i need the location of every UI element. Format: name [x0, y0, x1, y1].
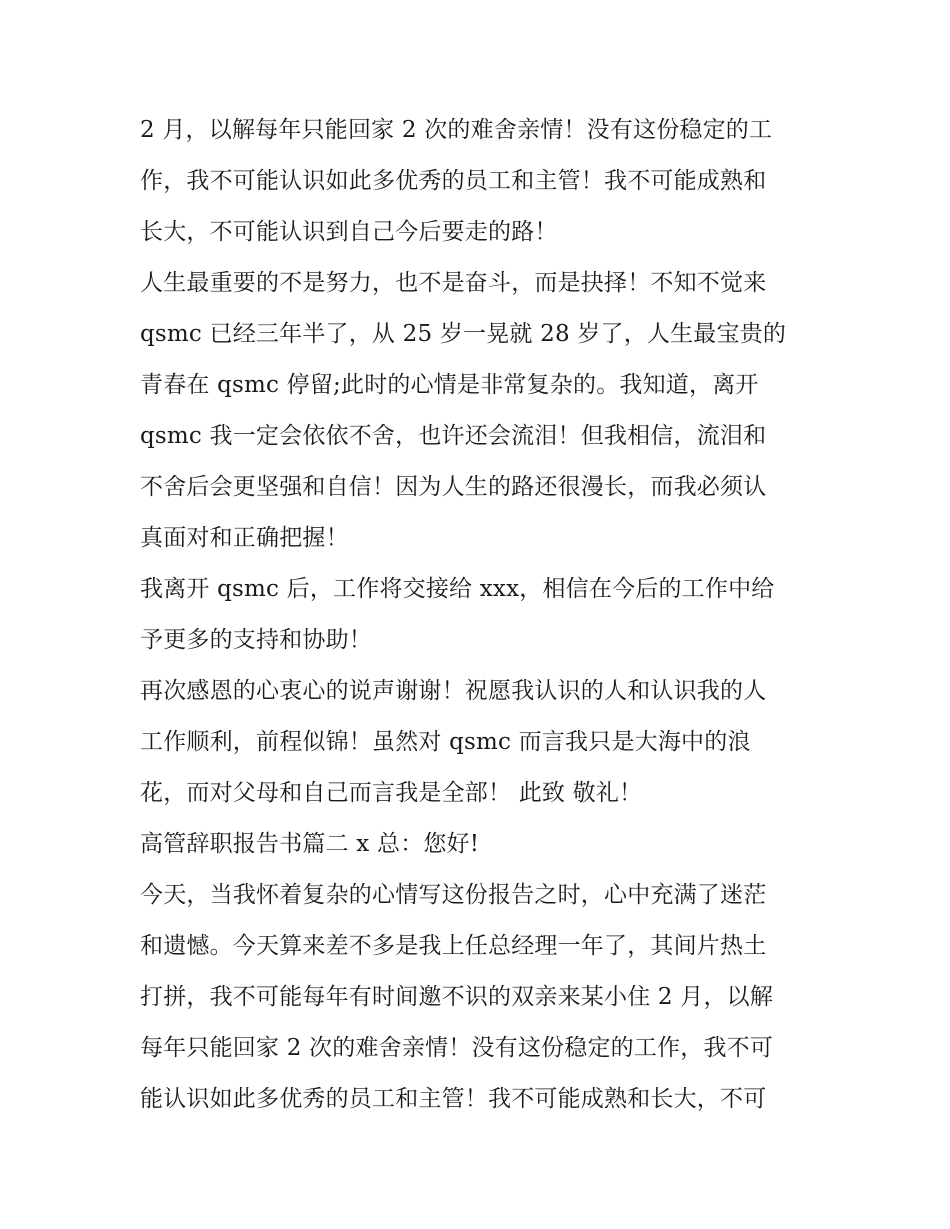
text-line: 再次感恩的心衷心的说声谢谢！祝愿我认识的人和认识我的人: [140, 678, 767, 704]
text-line: qsmc 已经三年半了，从 25 岁一晃就 28 岁了，人生最宝贵的: [140, 321, 787, 347]
text-line: 能认识如此多优秀的员工和主管！我不可能成熟和长大，不可: [140, 1086, 767, 1112]
text-line: 予更多的支持和协助！: [140, 627, 372, 653]
text-line: 青春在 qsmc 停留;此时的心情是非常复杂的。我知道，离开: [140, 372, 759, 398]
text-line: 打拼，我不可能每年有时间邀不识的双亲来某小住 2 月，以解: [140, 984, 774, 1010]
text-line: 今天，当我怀着复杂的心情写这份报告之时，心中充满了迷茫: [140, 882, 767, 908]
text-line: 不舍后会更坚强和自信！因为人生的路还很漫长，而我必须认: [140, 474, 767, 500]
text-line: 作，我不可能认识如此多优秀的员工和主管！我不可能成熟和: [140, 168, 767, 194]
text-line: 每年只能回家 2 次的难舍亲情！没有这份稳定的工作，我不可: [140, 1035, 774, 1061]
text-line: 真面对和正确把握！: [140, 525, 349, 551]
text-line: 工作顺利，前程似锦！虽然对 qsmc 而言我只是大海中的浪: [140, 729, 751, 755]
text-line: qsmc 我一定会依依不舍，也许还会流泪！但我相信，流泪和: [140, 423, 767, 449]
text-line: 我离开 qsmc 后，工作将交接给 xxx，相信在今后的工作中给: [140, 576, 775, 602]
text-line: 2 月，以解每年只能回家 2 次的难舍亲情！没有这份稳定的工: [140, 117, 773, 143]
text-line: 人生最重要的不是努力，也不是奋斗，而是抉择！不知不觉来: [140, 270, 767, 296]
text-line: 花，而对父母和自己而言我是全部！ 此致 敬礼！: [140, 780, 643, 806]
section-heading-line: 高管辞职报告书篇二 x 总：您好!: [140, 831, 480, 857]
text-line: 和遗憾。今天算来差不多是我上任总经理一年了，其间片热土: [140, 933, 767, 959]
document-body: [140, 105, 820, 1125]
text-line: 长大，不可能认识到自己今后要走的路！: [140, 219, 558, 245]
